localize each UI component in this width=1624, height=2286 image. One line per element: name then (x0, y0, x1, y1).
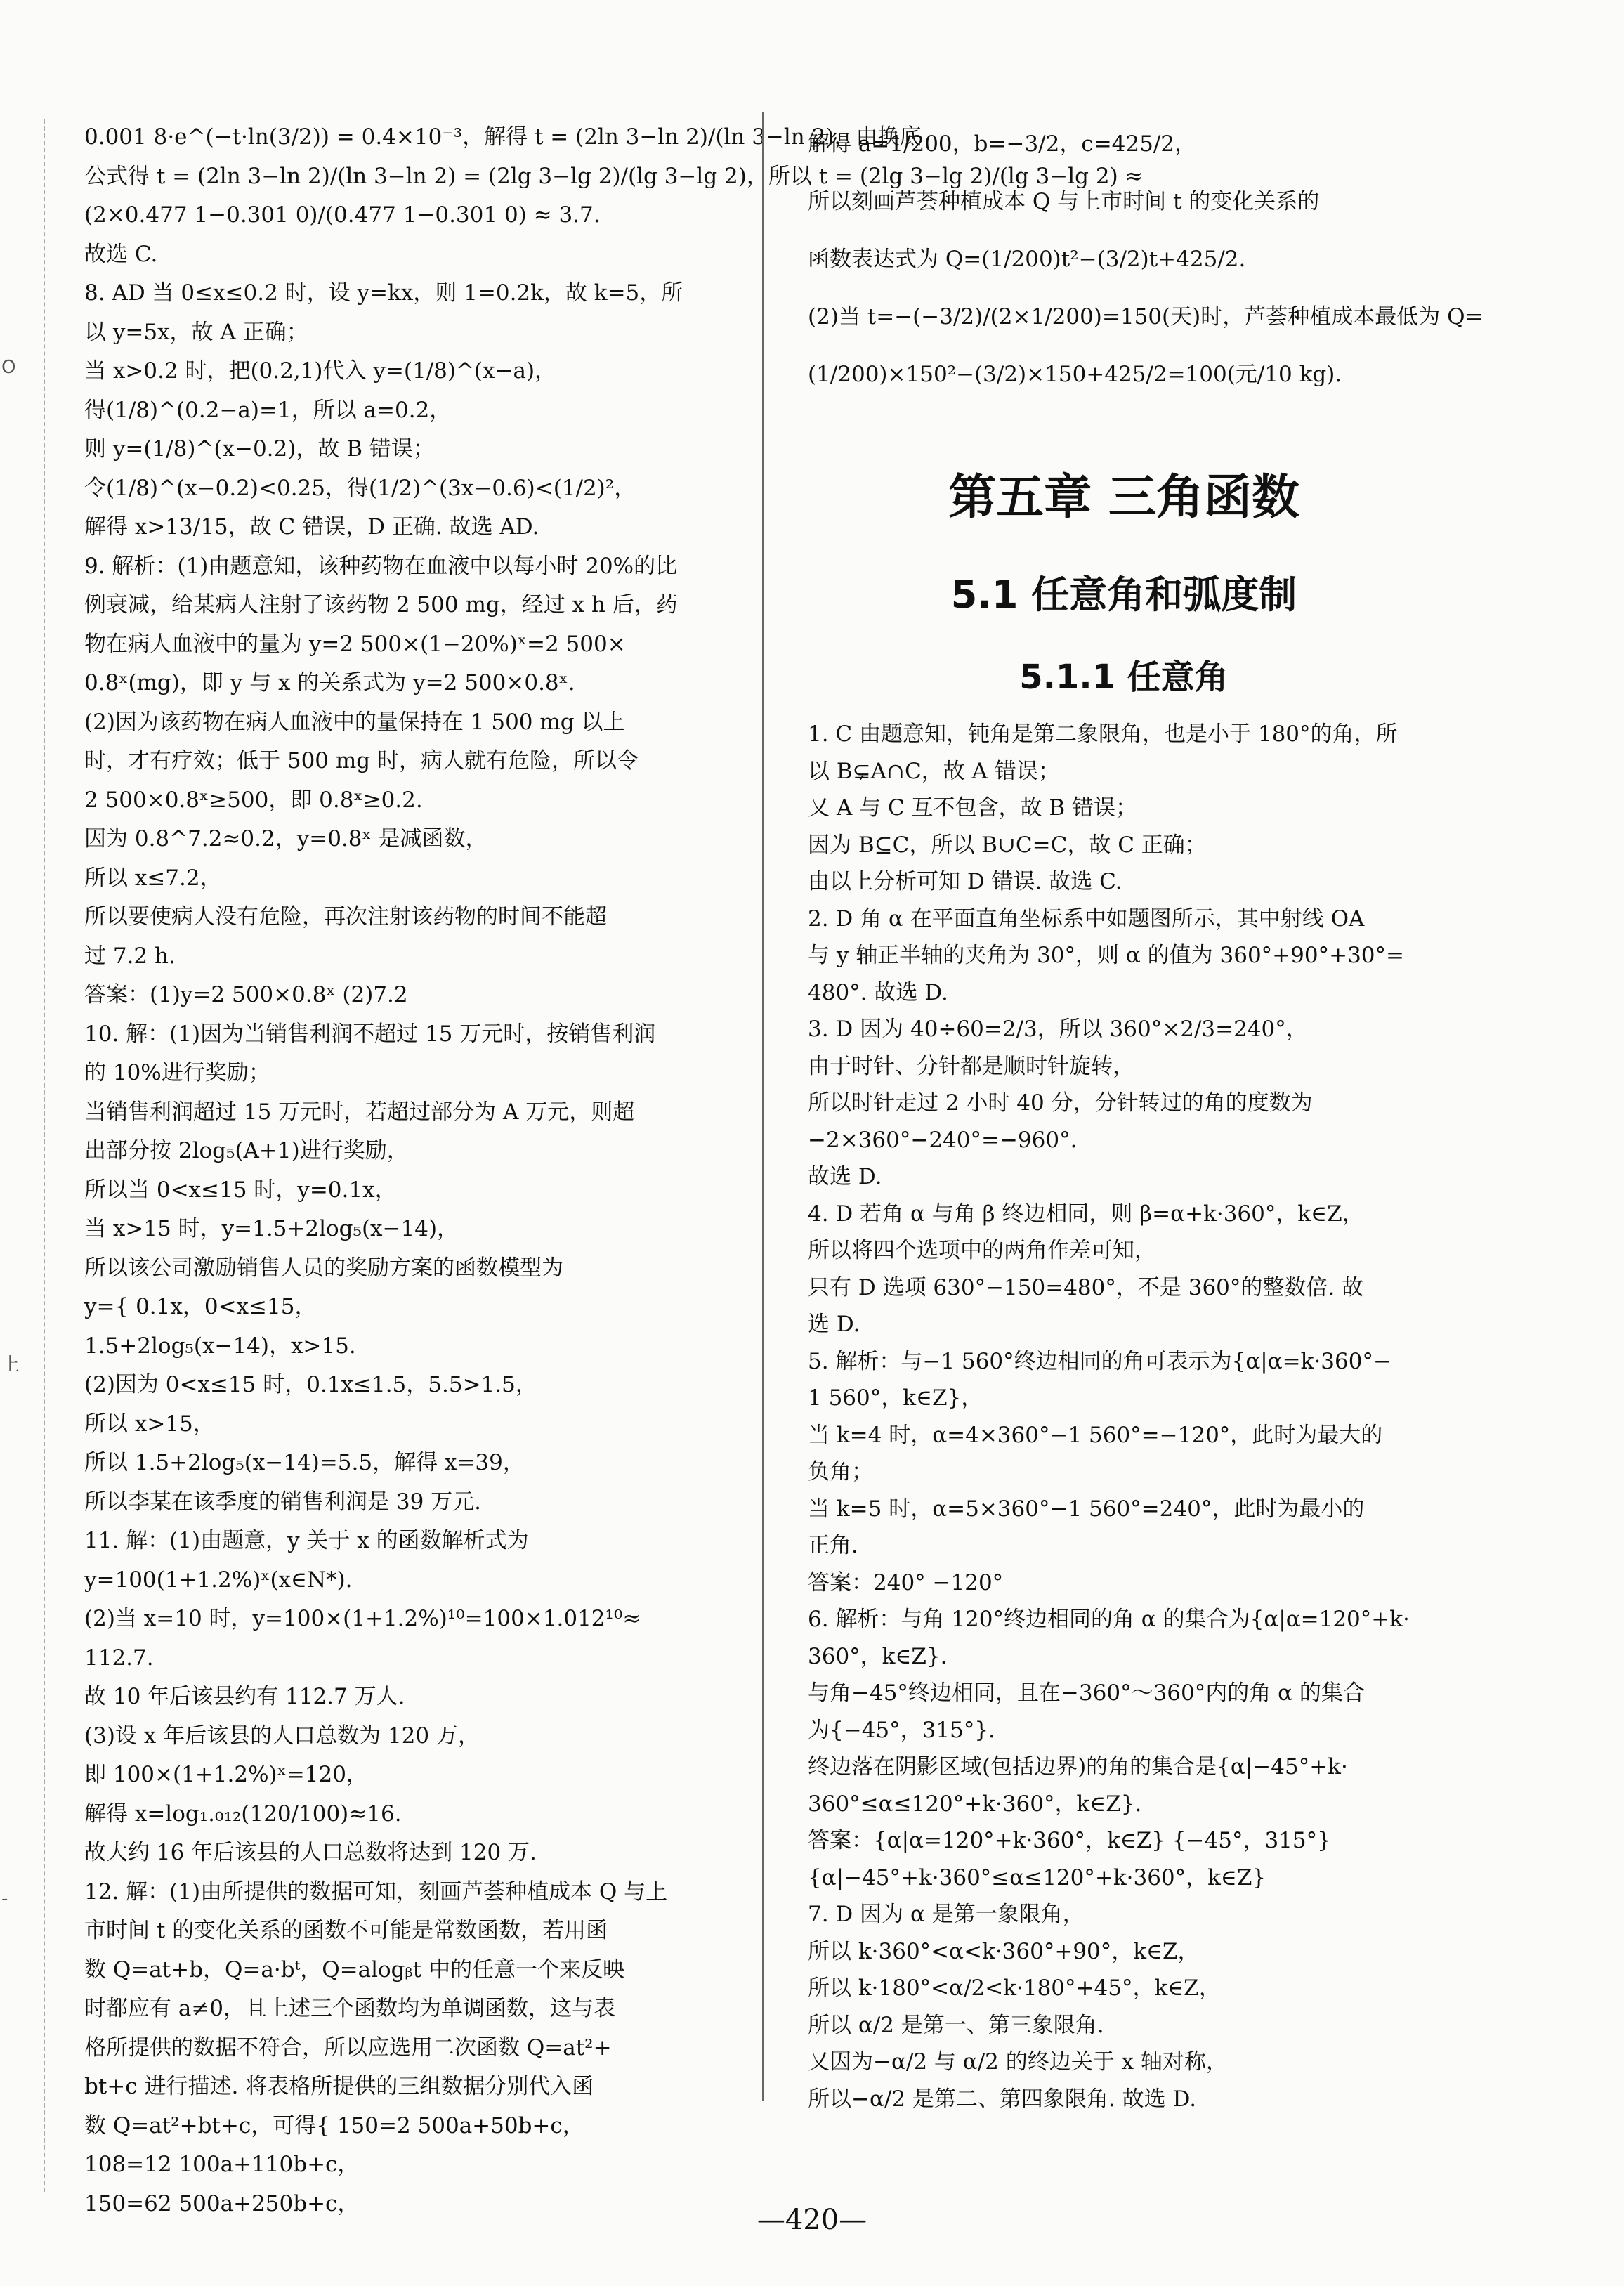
text-line: −2×360°−240°=−960°. (808, 1127, 1078, 1153)
text-line: 故选 D. (808, 1164, 882, 1189)
text-line: 所以当 0<x≤15 时，y=0.1x， (84, 1177, 397, 1203)
text-line: 解得 a=1/200，b=−3/2，c=425/2， (808, 131, 1197, 157)
text-line: 解得 x=log₁.₀₁₂(120/100)≈16. (84, 1801, 402, 1827)
section-title: 5.1 任意角和弧度制 (950, 573, 1297, 617)
text-line: 由以上分析可知 D 错误. 故选 C. (808, 869, 1122, 894)
text-line: 当 x>0.2 时，把(0.2,1)代入 y=(1/8)^(x−a)， (84, 358, 557, 384)
column-divider (762, 112, 764, 2101)
text-line: (2)因为 0<x≤15 时，0.1x≤1.5，5.5>1.5， (84, 1372, 537, 1397)
text-line: 3. D 因为 40÷60=2/3，所以 360°×2/3=240°， (808, 1017, 1308, 1042)
text-line: 所以 1.5+2log₅(x−14)=5.5，解得 x=39， (84, 1450, 525, 1475)
text-line: 当 k=5 时，α=5×360°−1 560°=240°，此时为最小的 (808, 1496, 1365, 1522)
text-line: {α|−45°+k·360°≤α≤120°+k·360°，k∈Z} (808, 1864, 1266, 1890)
text-line: 10. 解：(1)因为当销售利润不超过 15 万元时，按销售利润 (84, 1021, 656, 1047)
text-line: 故大约 16 年后该县的人口总数将达到 120 万. (84, 1840, 537, 1865)
text-line: 公式得 t = (2ln 3−ln 2)/(ln 3−ln 2) = (2lg 3−lg 2)/(lg 3−lg 2)，所以 t = (2lg 3−lg 2)/(lg 3−lg 2) ≈ (84, 163, 1144, 189)
text-line: 为{−45°，315°}. (808, 1717, 995, 1743)
text-line: 的 10%进行奖励； (84, 1060, 270, 1085)
text-line: 格所提供的数据不符合，所以应选用二次函数 Q=at²+ (84, 2034, 612, 2060)
text-line: y=100(1+1.2%)ˣ(x∈N*). (84, 1567, 353, 1593)
text-line: 当销售利润超过 15 万元时，若超过部分为 A 万元，则超 (84, 1099, 635, 1125)
text-line: 因为 0.8^7.2≈0.2，y=0.8ˣ 是减函数， (84, 826, 487, 851)
text-line: 解得 x>13/15，故 C 错误，D 正确. 故选 AD. (84, 514, 539, 540)
text-line: 选 D. (808, 1312, 860, 1337)
text-line: 所以刻画芦荟种植成本 Q 与上市时间 t 的变化关系的 (808, 189, 1320, 214)
text-line: (2)当 x=10 时，y=100×(1+1.2%)¹⁰=100×1.012¹⁰≈ (84, 1606, 641, 1631)
text-line: 由于时针、分针都是顺时针旋转， (808, 1053, 1134, 1079)
page-number: —420— (757, 2204, 867, 2236)
text-line: bt+c 进行描述. 将表格所提供的三组数据分别代入函 (84, 2074, 594, 2099)
chapter-title: 第五章 三角函数 (948, 470, 1299, 525)
text-line: 因为 B⊆C，所以 B∪C=C，故 C 正确； (808, 832, 1207, 858)
text-line: 150=62 500a+250b+c， (84, 2190, 360, 2216)
text-line: 以 B⊊A∩C，故 A 错误； (808, 758, 1060, 784)
text-line: 与角−45°终边相同，且在−360°～360°内的角 α 的集合 (808, 1680, 1365, 1706)
text-line: 1 560°，k∈Z}， (808, 1385, 983, 1411)
text-line: 答案：240° −120° (808, 1569, 1004, 1595)
text-line: (2)当 t=−(−3/2)/(2×1/200)=150(天)时，芦荟种植成本最低为 Q= (808, 304, 1484, 329)
text-line: 数 Q=at²+bt+c，可得{ 150=2 500a+50b+c， (84, 2112, 584, 2138)
text-line: 又因为−α/2 与 α/2 的终边关于 x 轴对称， (808, 2049, 1228, 2075)
text-line: 360°，k∈Z}. (808, 1643, 948, 1669)
text-line: 物在病人血液中的量为 y=2 500×(1−20%)ˣ=2 500× (84, 631, 626, 657)
edge-mark: - (1, 1888, 8, 1909)
text-line: 所以 k·180°<α/2<k·180°+45°，k∈Z， (808, 1975, 1221, 2001)
text-line: 得(1/8)^(0.2−a)=1，所以 a=0.2， (84, 397, 452, 423)
text-line: 4. D 若角 α 与角 β 终边相同，则 β=α+k·360°，k∈Z， (808, 1201, 1364, 1227)
text-line: 只有 D 选项 630°−150=480°，不是 360°的整数倍. 故 (808, 1274, 1364, 1300)
text-line: 所以将四个选项中的两角作差可知， (808, 1238, 1156, 1263)
text-line: y={ 0.1x，0<x≤15， (84, 1294, 317, 1319)
text-line: 所以该公司激励销售人员的奖励方案的函数模型为 (84, 1255, 563, 1281)
text-line: 1. C 由题意知，钝角是第二象限角，也是小于 180°的角，所 (808, 721, 1398, 747)
text-line: (1/200)×150²−(3/2)×150+425/2=100(元/10 kg). (808, 362, 1342, 387)
text-line: 当 k=4 时，α=4×360°−1 560°=−120°，此时为最大的 (808, 1422, 1383, 1448)
edge-mark: 上 (1, 1354, 20, 1376)
text-line: 2 500×0.8ˣ≥500，即 0.8ˣ≥0.2. (84, 787, 423, 813)
text-line: 所以 k·360°<α<k·360°+90°，k∈Z， (808, 1938, 1200, 1964)
text-line: 则 y=(1/8)^(x−0.2)，故 B 错误； (84, 436, 435, 462)
text-line: 所以−α/2 是第二、第四象限角. 故选 D. (808, 2086, 1197, 2112)
text-line: 市时间 t 的变化关系的函数不可能是常数函数，若用函 (84, 1918, 608, 1943)
text-line: 又 A 与 C 互不包含，故 B 错误； (808, 795, 1138, 821)
text-line: 8. AD 当 0≤x≤0.2 时，设 y=kx，则 1=0.2k，故 k=5，所 (84, 280, 683, 306)
text-line: 所以要使病人没有危险，再次注射该药物的时间不能超 (84, 904, 607, 929)
text-line: 所以 x≤7.2， (84, 865, 222, 891)
text-line: 所以 x>15， (84, 1411, 215, 1437)
binding-margin-rule (44, 119, 45, 2192)
text-line: 480°. 故选 D. (808, 979, 948, 1005)
text-line: 故选 C. (84, 241, 158, 267)
text-line: 11. 解：(1)由题意，y 关于 x 的函数解析式为 (84, 1528, 529, 1553)
text-line: 5. 解析：与−1 560°终边相同的角可表示为{α|α=k·360°− (808, 1348, 1391, 1374)
text-line: (2)因为该药物在病人血液中的量保持在 1 500 mg 以上 (84, 709, 625, 735)
text-line: 1.5+2log₅(x−14)，x>15. (84, 1333, 356, 1359)
text-line: 108=12 100a+110b+c， (84, 2152, 360, 2177)
text-line: 2. D 角 α 在平面直角坐标系中如题图所示，其中射线 OA (808, 906, 1365, 932)
text-line: 以 y=5x，故 A 正确； (84, 319, 308, 345)
text-line: 时都应有 a≠0，且上述三个函数均为单调函数，这与表 (84, 1996, 616, 2021)
text-line: (2×0.477 1−0.301 0)/(0.477 1−0.301 0) ≈ 3.7. (84, 202, 601, 228)
text-line: 时，才有疗效；低于 500 mg 时，病人就有危险，所以令 (84, 748, 639, 773)
text-line: 负角； (808, 1459, 873, 1484)
text-line: 12. 解：(1)由所提供的数据可知，刻画芦荟种植成本 Q 与上 (84, 1879, 668, 1905)
text-line: 当 x>15 时，y=1.5+2log₅(x−14)， (84, 1216, 459, 1241)
text-line: 6. 解析：与角 120°终边相同的角 α 的集合为{α|α=120°+k· (808, 1607, 1410, 1632)
text-line: 数 Q=at+b，Q=a·bᵗ，Q=alogᵦt 中的任意一个来反映 (84, 1957, 625, 1983)
text-line: 故 10 年后该县约有 112.7 万人. (84, 1684, 405, 1709)
text-line: 7. D 因为 α 是第一象限角， (808, 1902, 1085, 1927)
text-line: 答案：{α|α=120°+k·360°，k∈Z} {−45°，315°} (808, 1828, 1331, 1853)
text-line: 360°≤α≤120°+k·360°，k∈Z}. (808, 1791, 1142, 1817)
text-line: 9. 解析：(1)由题意知，该种药物在血液中以每小时 20%的比 (84, 553, 678, 579)
text-line: 终边落在阴影区域(包括边界)的角的集合是{α|−45°+k· (808, 1754, 1348, 1779)
text-line: 112.7. (84, 1645, 154, 1671)
subsection-title: 5.1.1 任意角 (1019, 658, 1229, 697)
text-line: (3)设 x 年后该县的人口总数为 120 万， (84, 1723, 480, 1749)
text-line: 所以李某在该季度的销售利润是 39 万元. (84, 1489, 482, 1515)
text-line: 即 100×(1+1.2%)ˣ=120， (84, 1762, 368, 1787)
text-line: 0.8ˣ(mg)，即 y 与 x 的关系式为 y=2 500×0.8ˣ. (84, 670, 575, 695)
text-line: 与 y 轴正半轴的夹角为 30°，则 α 的值为 360°+90°+30°= (808, 943, 1405, 968)
text-line: 答案：(1)y=2 500×0.8ˣ (2)7.2 (84, 982, 408, 1007)
text-line: 过 7.2 h. (84, 943, 176, 969)
text-line: 所以时针走过 2 小时 40 分，分针转过的角的度数为 (808, 1090, 1313, 1116)
text-line: 出部分按 2log₅(A+1)进行奖励， (84, 1138, 409, 1163)
text-line: 令(1/8)^(x−0.2)<0.25，得(1/2)^(3x−0.6)<(1/2)²， (84, 475, 636, 501)
text-line: 正角. (808, 1533, 858, 1558)
text-line: 例衰减，给某病人注射了该药物 2 500 mg，经过 x h 后，药 (84, 592, 678, 618)
text-line: 所以 α/2 是第一、第三象限角. (808, 2012, 1104, 2038)
text-line: 函数表达式为 Q=(1/200)t²−(3/2)t+425/2. (808, 247, 1246, 272)
text-line: 0.001 8·e^(−t·ln(3/2)) = 0.4×10⁻³，解得 t = (2ln 3−ln 2)/(ln 3−ln 2)，由换底 (84, 124, 922, 150)
edge-mark: O (1, 357, 16, 378)
